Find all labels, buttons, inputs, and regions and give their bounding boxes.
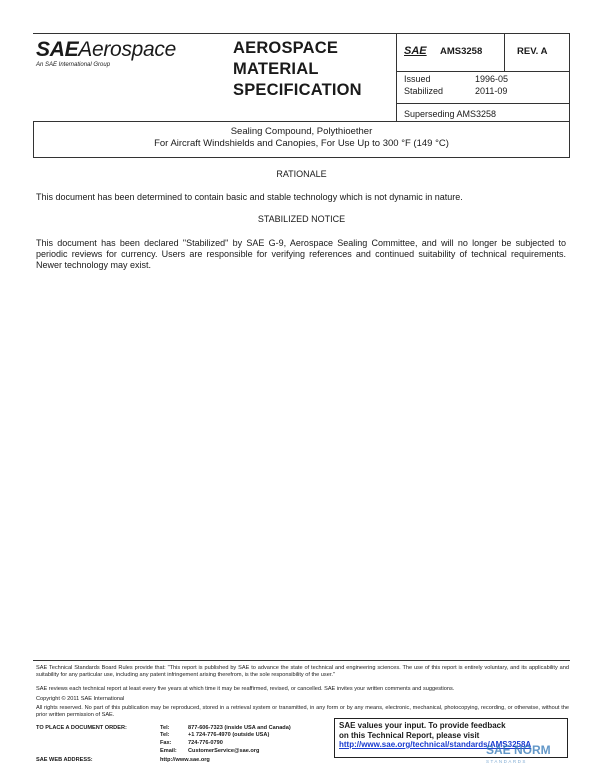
revision-label: REV. A — [517, 46, 548, 57]
watermark-subtitle: STANDARDS — [486, 759, 527, 764]
feedback-line1: SAE values your input. To provide feedback — [339, 721, 506, 730]
feedback-line2: on this Technical Report, please visit — [339, 730, 480, 740]
header-supersede-border — [396, 103, 570, 104]
sae-norm-watermark: SAE NORM — [486, 743, 551, 757]
doc-type-line1: AEROSPACE — [233, 39, 339, 57]
tel2-label: Tel: — [160, 732, 170, 738]
web-label: SAE WEB ADDRESS: — [36, 757, 93, 763]
stabilized-text: This document has been declared "Stabilized" by SAE G-9, Aerospace Sealing Committee, and will no longer be subjected to periodic reviews for currency. Users are responsible for verifying references and continued suitability of technical requirements. Newer technology may exist. — [36, 238, 566, 271]
header-divider-left — [396, 33, 397, 121]
tel1-label: Tel: — [160, 725, 170, 731]
header-bottom-border — [33, 121, 570, 122]
web-value[interactable]: http://www.sae.org — [160, 757, 210, 763]
footer-rules-text: SAE Technical Standards Board Rules provide that: "This report is published by SAE to advance the state of technical and engineering sciences. The use of this report is entirely voluntary, and its applicability and suitability for any particular use, including any patent infringement arising therefrom, is the sole responsibility of the user." — [36, 665, 569, 678]
doc-type-line3: SPECIFICATION — [233, 81, 362, 99]
email-label: Email: — [160, 748, 177, 754]
stabilized-label: Stabilized — [404, 86, 444, 96]
logo-sae: SAE — [36, 38, 79, 61]
header-top-border — [33, 33, 570, 34]
document-number: AMS3258 — [440, 46, 483, 57]
doc-type-line2: MATERIAL — [233, 60, 319, 78]
logo-tagline: An SAE International Group — [36, 62, 111, 68]
rationale-heading: RATIONALE — [276, 169, 327, 179]
footer-review-text: SAE reviews each technical report at least every five years at which time it may be reaffirmed, revised, or cancelled. SAE invites your written comments and suggestions. — [36, 686, 455, 692]
superseding-note: Superseding AMS3258 — [404, 109, 497, 119]
issued-date: 1996-05 — [475, 74, 509, 84]
header-docnum-border — [396, 71, 570, 72]
rationale-text: This document has been determined to contain basic and stable technology which is not dynamic in nature. — [36, 192, 463, 202]
logo-aerospace: Aerospace — [78, 38, 176, 61]
document-type — [233, 38, 362, 101]
stabilized-date: 2011-09 — [475, 86, 508, 96]
email-value: CustomerService@sae.org — [188, 748, 260, 754]
footer-rule — [33, 660, 570, 661]
tel1-value: 877-606-7323 (inside USA and Canada) — [188, 725, 291, 731]
footer-copyright: Copyright © 2011 SAE International — [36, 696, 125, 702]
title-bottom-border — [33, 157, 570, 158]
title-line1: Sealing Compound, Polythioether — [230, 126, 373, 137]
fax-label: Fax: — [160, 740, 172, 746]
sae-mark: SAE — [404, 45, 427, 57]
feedback-link[interactable]: http://www.sae.org/technical/standards/AMS3258A — [339, 740, 532, 749]
document-title — [33, 126, 570, 150]
footer-rights-text: All rights reserved. No part of this publication may be reproduced, stored in a retrieval system or transmitted, in any form or by any means, electronic, mechanical, photocopying, recording, or otherwise, without the prior written permission of SAE. — [36, 705, 569, 718]
header-divider-rev — [504, 33, 505, 71]
tel2-value: +1 724-776-4970 (outside USA) — [188, 732, 270, 738]
sae-aerospace-logo — [36, 38, 176, 68]
issued-label: Issued — [404, 74, 431, 84]
fax-value: 724-776-0790 — [188, 740, 223, 746]
title-line2: For Aircraft Windshields and Canopies, For Use Up to 300 °F (149 °C) — [154, 138, 449, 149]
stabilized-heading: STABILIZED NOTICE — [257, 214, 346, 224]
order-label: TO PLACE A DOCUMENT ORDER: — [36, 725, 127, 731]
